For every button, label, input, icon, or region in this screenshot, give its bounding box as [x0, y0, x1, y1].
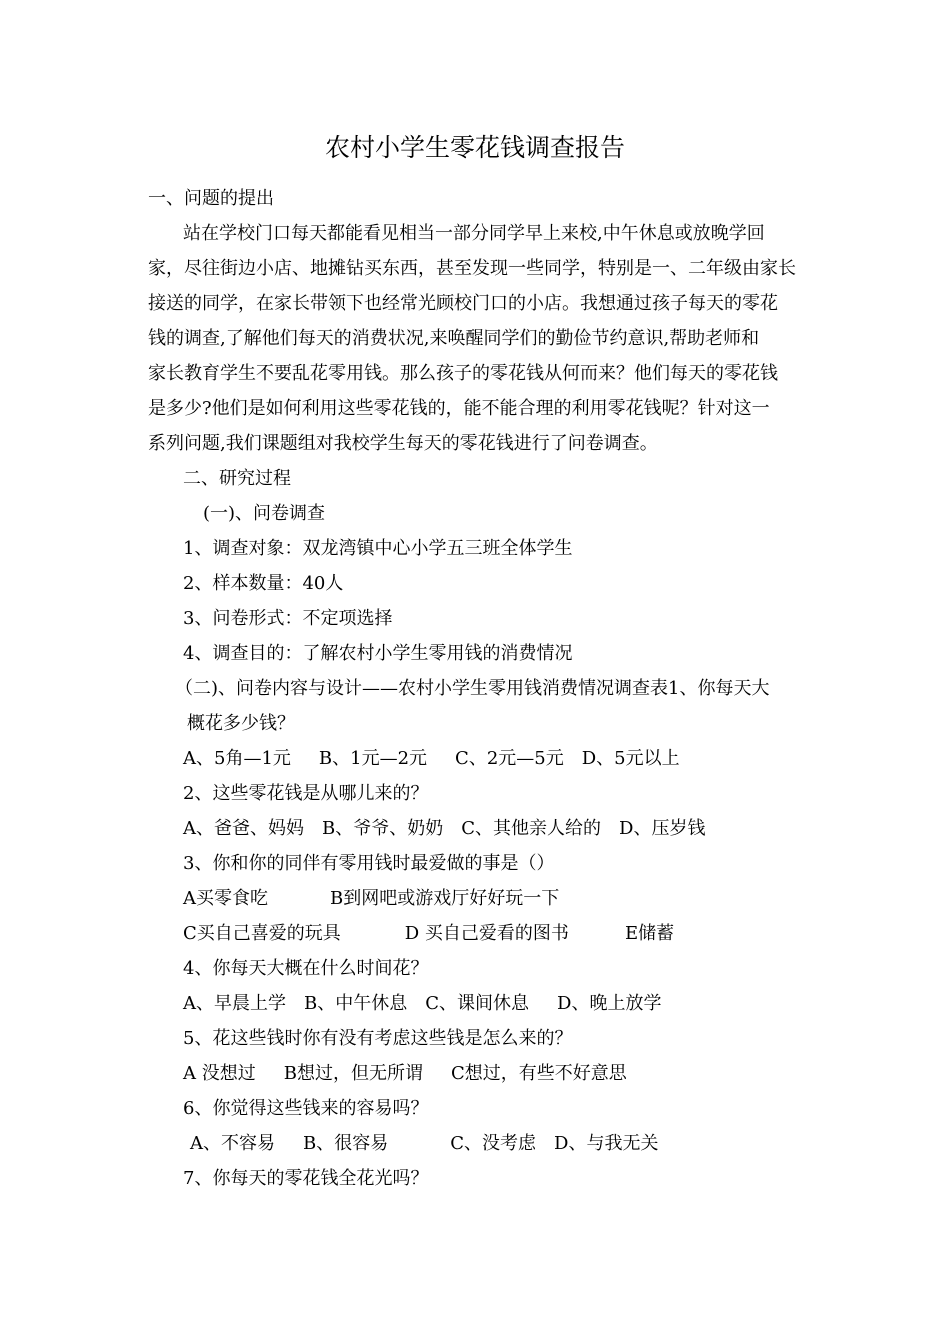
question-7: 7、你每天的零花钱全花光吗？	[183, 1168, 429, 1189]
question-2: 2、这些零花钱是从哪儿来的？	[183, 783, 429, 804]
option-d: D、与我无关	[554, 1133, 659, 1154]
paragraph-line: 站在学校门口每天都能看见相当一部分同学早上来校,中午休息或放晚学回	[183, 223, 765, 244]
paragraph-line: 系列问题,我们课题组对我校学生每天的零花钱进行了问卷调查。	[148, 433, 658, 454]
option-c: C、其他亲人给的	[461, 818, 602, 839]
option-a: A买零食吃	[183, 888, 268, 909]
option-c: C、2元—5元	[455, 748, 564, 769]
paragraph-line: 是多少?他们是如何利用这些零花钱的，能不能合理的利用零花钱呢？针对这一	[148, 398, 770, 419]
option-b: B到网吧或游戏厅好好玩一下	[330, 888, 560, 909]
option-d: D 买自己爱看的图书	[404, 923, 569, 944]
option-a: A、5角—1元	[183, 748, 291, 769]
question-3: 3、你和你的同伴有零用钱时最爱做的事是（）	[183, 853, 555, 874]
option-b: B想过，但无所谓	[283, 1063, 423, 1084]
option-c: C、没考虑	[450, 1133, 537, 1154]
options-row-q6	[190, 1131, 658, 1157]
section-heading-process: 二、研究过程	[183, 468, 291, 489]
option-d: D、晚上放学	[557, 993, 662, 1014]
paragraph-line: 钱的调查,了解他们每天的消费状况,来唤醒同学们的勤俭节约意识,帮助老师和	[148, 328, 760, 349]
paragraph-line: 家，尽往街边小店、地摊钻买东西，甚至发现一些同学，特别是一、二年级由家长	[148, 258, 796, 279]
question-5: 5、花这些钱时你有没有考虑这些钱是怎么来的？	[183, 1028, 573, 1049]
option-b: B、中午休息	[304, 993, 408, 1014]
option-b: B、爷爷、奶奶	[322, 818, 444, 839]
paragraph-line: 家长教育学生不要乱花零用钱。那么孩子的零花钱从何而来？他们每天的零花钱	[148, 363, 778, 384]
list-item: 2、样本数量：40人	[183, 573, 344, 594]
option-d: D、压岁钱	[619, 818, 706, 839]
option-a: A、爸爸、妈妈	[183, 818, 304, 839]
section-heading-problem: 一、问题的提出	[148, 188, 274, 209]
option-c: C买自己喜爱的玩具	[183, 923, 341, 944]
option-c: C想过，有些不好意思	[450, 1063, 627, 1084]
option-d: D、5元以上	[581, 748, 680, 769]
question-text-continued: 概花多少钱？	[187, 713, 295, 734]
document-title: 农村小学生零花钱调查报告	[324, 133, 625, 162]
option-b: B、很容易	[303, 1133, 389, 1154]
options-row-q2	[183, 816, 705, 842]
list-item: 1、调查对象：双龙湾镇中心小学五三班全体学生	[183, 538, 573, 559]
option-a: A 没想过	[183, 1063, 256, 1084]
list-item: 3、问卷形式：不定项选择	[183, 608, 393, 629]
option-a: A、不容易	[190, 1133, 275, 1154]
list-item: 4、调查目的：了解农村小学生零用钱的消费情况	[183, 643, 573, 664]
question-4: 4、你每天大概在什么时间花？	[183, 958, 429, 979]
options-row-q3a	[183, 886, 559, 912]
options-row-q5	[183, 1061, 627, 1087]
options-row-q1	[183, 746, 680, 772]
subsection-heading-survey: (一)、问卷调查	[203, 503, 326, 524]
question-6: 6、你觉得这些钱来的容易吗？	[183, 1098, 429, 1119]
option-a: A、早晨上学	[183, 993, 286, 1014]
subsection-heading-design: （二)、问卷内容与设计——农村小学生零用钱消费情况调查表1、你每天大	[175, 678, 770, 699]
option-e: E储蓄	[624, 923, 675, 944]
options-row-q3b	[183, 921, 674, 947]
options-row-q4	[183, 991, 661, 1017]
option-c: C、课间休息	[425, 993, 530, 1014]
paragraph-line: 接送的同学，在家长带领下也经常光顾校门口的小店。我想通过孩子每天的零花	[148, 293, 778, 314]
option-b: B、1元—2元	[318, 748, 428, 769]
